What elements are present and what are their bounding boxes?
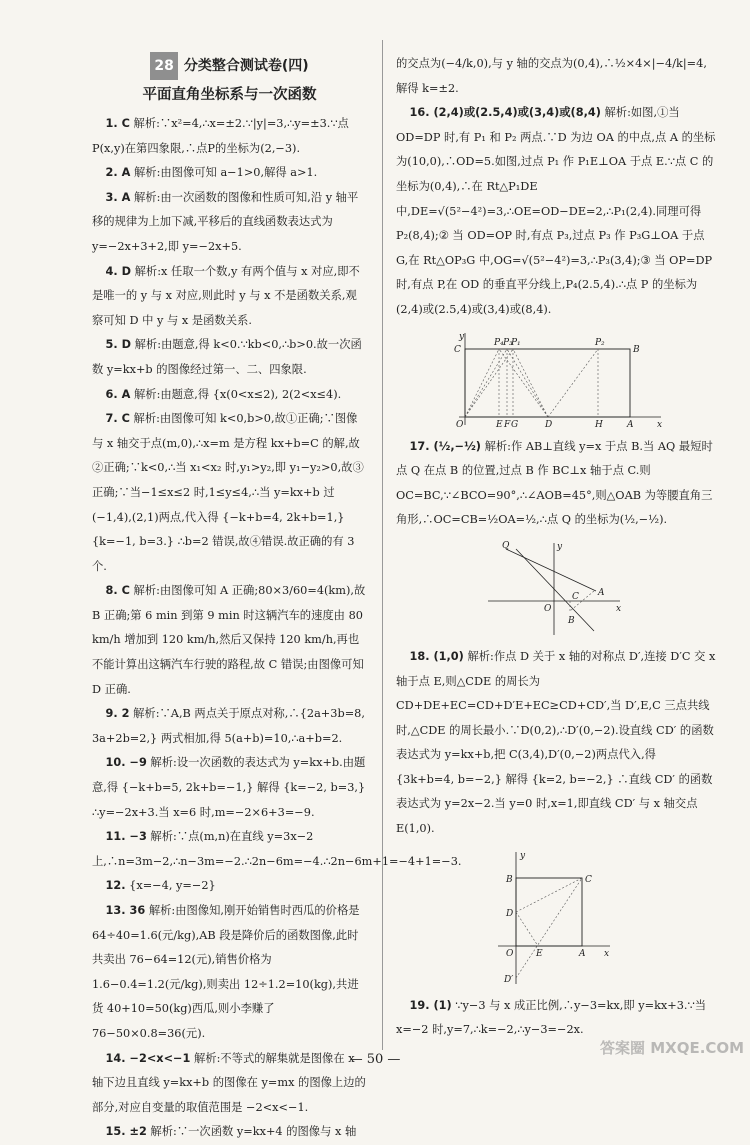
fig16-g-label: G [511, 419, 519, 429]
answer-item: 7. C 解析:由图像可知 k<0,b>0,故①正确;∵图像与 x 轴交于点(m,0),∴x=m 是方程 kx+b=C 的解,故②正确;∵k<0,∴当 x₁<x₂ 时,y₁>y₂,即 y₁−y₂>0,故③正确;∵当−1≤x≤2 时,1≤y≤4,∴当 y=kx+b 过(−1,4),(2,1)两点,代入得 {−k+b=4, 2k+b=1,} {k=−1, b=3.} ∴b=2 错误,故④错误.故正确的有 3 个. [92, 412, 364, 573]
fig16-d-label: D [545, 419, 553, 429]
answer-item: 2. A 解析:由图像可知 a−1>0,解得 a>1. [105, 166, 318, 180]
fig18-e-label: E [536, 948, 543, 959]
figure-17-coordinate-diagram [484, 539, 624, 639]
fig17-y-label: y [557, 541, 563, 552]
answer-item: 14. −2<x<−1 解析:不等式的解集就是图像在 x 轴下边且直线 y=kx+b 的图像在 y=mx 的图像上边的部分,对应自变量的取值范围是 −2<x<−1. [92, 1051, 366, 1114]
fig17-c-label: C [572, 591, 579, 602]
answer-item: 4. D 解析:x 任取一个数,y 有两个值与 x 对应,即不是唯一的 y 与 x 对应,则此时 y 与 x 不是函数关系,观察可知 D 中 y 与 x 是函数关系. [92, 264, 360, 327]
figure-18-square-diagram [494, 848, 614, 988]
fig16-c-label: C [454, 344, 461, 355]
fig17-o-label: O [544, 603, 552, 614]
answer-item: 10. −9 解析:设一次函数的表达式为 y=kx+b.由题意,得 {−k+b=5, 2k+b=−1,} 解得 {k=−2, b=3,} ∴y=−2x+3.当 x=6 时,m=−2×6+3=−9. [92, 756, 366, 819]
page-number: — 50 — [349, 1052, 401, 1067]
fig17-q-label: Q [502, 540, 510, 551]
fig18-c-label: C [585, 874, 592, 885]
test-number-badge: 28 [150, 52, 177, 80]
right-column [396, 52, 716, 1043]
answer-item: 18. (1,0) 解析:作点 D 关于 x 轴的对称点 D′,连接 D′C 交 x 轴于点 E,则△CDE 的周长为 CD+DE+EC=CD+D′E+EC≥CD+CD′,当 D′,E,C 三点共线时,△CDE 的周长最小.∵D(0,2),∴D′(0,−2).设直线 CD′ 的函数表达式为 y=kx+b,把 C(3,4),D′(0,−2)两点代入,得 {3k+b=4, b=−2,} 解得 {k=2, b=−2,} ∴直线 CD′ 的函数表达式为 y=2x−2.当 y=0 时,x=1,即直线 CD′ 与 x 轴交点 E(1,0). [396, 649, 716, 836]
answer-item: 17. (½,−½) 解析:作 AB⊥直线 y=x 于点 B.当 AQ 最短时点 Q 在点 B 的位置,过点 B 作 BC⊥x 轴于点 C.则 OC=BC,∵∠BCO=90°,∴∠AOB=45°,则△OAB 为等腰直角三角形,∴OC=CB=½OA=½,∴点 Q 的坐标为(½,−½). [396, 439, 713, 527]
answer-item: 15. ±2 解析:∵一次函数 y=kx+4 的图像与 x 轴 [105, 1125, 357, 1139]
fig16-x-label: x [657, 419, 663, 429]
answer-item: 1. C 解析:∵x²=4,∴x=±2.∵|y|=3,∴y=±3.∵点P(x,y)在第四象限,∴点P的坐标为(2,−3). [92, 117, 349, 155]
answer-item: 16. (2,4)或(2.5,4)或(3,4)或(8,4) 解析:如图,①当OD=DP 时,有 P₁ 和 P₂ 两点.∵D 为边 OA 的中点,点 A 的坐标为(10,0),∴OD=5.如图,过点 P₁ 作 P₁E⊥OA 于点 E.∵点 C 的坐标为(0,4),∴在 Rt△P₁DE 中,DE=√(5²−4²)=3,∴OE=OD−DE=2,∴P₁(2,4).同理可得 P₂(8,4);② 当 OD=OP 时,有点 P₃,过点 P₃ 作 P₃G⊥OA 于点 G,在 Rt△OP₃G 中,OG=√(5²−4²)=3,∴P₃(3,4);③ 当 OP=DP 时,有点 P,在 OD 的垂直平分线上,P₄(2.5,4).∴点 P 的坐标为(2,4)或(2.5,4)或(3,4)或(8,4). [396, 106, 716, 316]
fig16-p1-label: P₁ [511, 337, 521, 348]
fig18-o-label: O [506, 948, 514, 959]
answer-item: 13. 36 解析:由图像知,刚开始销售时西瓜的价格是 64÷40=1.6(元/kg),AB 段是降价后的函数图像,此时共卖出 76−64=12(元),销售价格为 1.6−0.4=1.2(元/kg),则卖出 12÷1.2=10(kg),共进货 40+10=50(kg)西瓜,则小李赚了 76−50×0.8=36(元). [92, 904, 360, 1040]
page-subtitle: 平面直角坐标系与一次函数 [142, 87, 317, 103]
fig17-x-label: x [616, 603, 622, 614]
answer-item: 11. −3 解析:∵点(m,n)在直线 y=3x−2 上,∴n=3m−2,∴n−3m=−2.∴2n−6m=−4.∴2n−6m+1=−4+1=−3. [92, 830, 462, 868]
answer-item: 的交点为(−4/k,0),与 y 轴的交点为(0,4),∴½×4×|−4/k|=4,解得 k=±2. [396, 57, 707, 95]
fig18-y-label: y [520, 850, 526, 861]
fig17-b-label: B [568, 615, 575, 626]
fig16-b-label: B [633, 344, 640, 355]
fig16-p3-label: P₃ [503, 337, 513, 348]
answer-item: 8. C 解析:由图像可知 A 正确;80×3/60=4(km),故 B 正确;第 6 min 到第 9 min 时这辆汽车的速度由 80 km/h 增加到 120 km/h,然后又保持 120 km/h,再也不能计算出这辆汽车行驶的路程,故 C 错误;由图像可知 D 正确. [92, 584, 366, 696]
fig18-dprime-label: D′ [504, 974, 514, 985]
watermark: 答案圈 MXQE.COM [600, 1039, 745, 1057]
fig16-e-label: E [496, 419, 503, 429]
fig18-d-label: D [506, 908, 514, 919]
answer-item: 12. {x=−4, y=−2} [105, 879, 216, 893]
fig16-y-label: y [459, 331, 465, 342]
fig16-f-label: F [504, 419, 511, 429]
fig16-o-label: O [456, 419, 464, 429]
left-column [92, 52, 462, 1145]
fig18-a-label: A [579, 948, 586, 959]
fig16-p4-label: P₄ [494, 337, 504, 348]
column-divider [382, 40, 383, 1050]
fig18-b-label: B [506, 874, 513, 885]
answer-item: 9. 2 解析:∵A,B 两点关于原点对称,∴{2a+3b=8, 3a+2b=2,} 两式相加,得 5(a+b)=10,∴a+b=2. [92, 707, 365, 745]
fig17-a-label: A [598, 587, 605, 598]
test-title [92, 52, 367, 80]
answer-item: 19. (1) ∵y−3 与 x 成正比例,∴y−3=kx,即 y=kx+3.∵当 x=−2 时,y=7,∴k=−2,∴y−3=−2x. [396, 998, 707, 1037]
fig18-x-label: x [604, 948, 610, 959]
answer-item: 5. D 解析:由题意,得 k<0.∵kb<0,∴b>0.故一次函数 y=kx+b 的图像经过第一、二、四象限. [92, 338, 362, 376]
answer-item: 6. A 解析:由题意,得 {x(0<x≤2), 2(2<x≤4). [105, 387, 342, 401]
answer-item: 3. A 解析:由一次函数的图像和性质可知,沿 y 轴平移的规律为上加下减,平移后的直线函数表达式为 y=−2x+3+2,即 y=−2x+5. [92, 190, 359, 253]
figure-16-rectangle-diagram [451, 329, 671, 429]
fig16-a-label: A [627, 419, 634, 429]
test-title-text: 分类整合测试卷(四) [183, 58, 309, 74]
fig16-h-label: H [595, 419, 603, 429]
fig16-p2-label: P₂ [595, 337, 605, 348]
